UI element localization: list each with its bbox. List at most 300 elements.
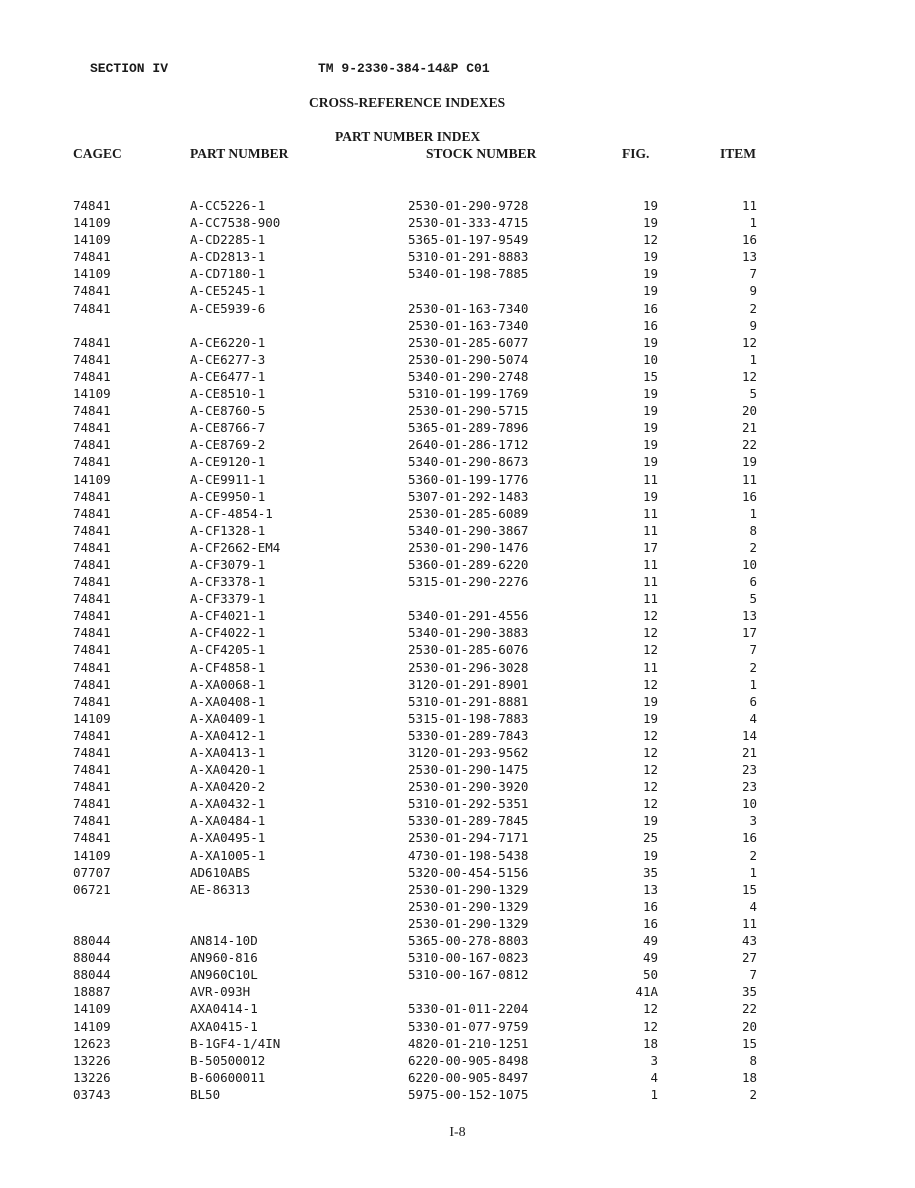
table-row <box>0 795 915 812</box>
cell-item: 2 <box>749 1086 757 1102</box>
cell-cagec: 06721 <box>73 881 111 897</box>
cell-cagec: 74841 <box>73 420 111 436</box>
cell-fig: 16 <box>642 915 658 931</box>
cell-part-number: A-CE9120-1 <box>190 454 266 470</box>
table-row <box>0 573 915 590</box>
table-row <box>0 1018 915 1035</box>
cell-cagec: 74841 <box>73 437 111 453</box>
cell-cagec: 13226 <box>73 1052 111 1068</box>
table-row <box>0 881 915 898</box>
table-row <box>0 231 915 248</box>
cell-part-number: A-CF3379-1 <box>190 591 266 607</box>
cell-stock-number: 5330-01-077-9759 <box>408 1018 529 1034</box>
cell-fig: 17 <box>642 539 658 555</box>
cell-fig: 35 <box>642 864 658 880</box>
cell-item: 16 <box>741 830 757 846</box>
cell-stock-number: 2530-01-285-6077 <box>408 334 529 350</box>
cell-part-number: A-CE6477-1 <box>190 368 266 384</box>
cell-fig: 12 <box>642 796 658 812</box>
cell-fig: 19 <box>642 488 658 504</box>
table-row <box>0 1069 915 1086</box>
cell-item: 19 <box>741 454 757 470</box>
cell-item: 23 <box>741 762 757 778</box>
cell-stock-number: 2530-01-285-6076 <box>408 642 529 658</box>
cell-item: 1 <box>749 215 757 231</box>
cell-fig: 19 <box>642 198 658 213</box>
cell-fig: 12 <box>642 762 658 778</box>
cell-item: 17 <box>741 625 757 641</box>
cell-fig: 12 <box>642 232 658 248</box>
cell-item: 8 <box>749 1052 757 1068</box>
cell-fig: 11 <box>642 522 658 538</box>
cell-fig: 12 <box>642 608 658 624</box>
cell-fig: 19 <box>642 334 658 350</box>
cell-stock-number: 3120-01-291-8901 <box>408 676 529 692</box>
cell-stock-number: 2640-01-286-1712 <box>408 437 529 453</box>
cell-fig: 12 <box>642 727 658 743</box>
cell-part-number: A-CF4858-1 <box>190 659 266 675</box>
table-row <box>0 351 915 368</box>
cell-cagec: 74841 <box>73 505 111 521</box>
cell-part-number: A-CE8769-2 <box>190 437 266 453</box>
cell-fig: 11 <box>642 505 658 521</box>
cell-part-number: A-CD2285-1 <box>190 232 266 248</box>
cell-part-number: A-CE6277-3 <box>190 351 266 367</box>
cell-cagec: 74841 <box>73 608 111 624</box>
cell-stock-number: 2530-01-290-5715 <box>408 403 529 419</box>
cell-cagec: 74841 <box>73 762 111 778</box>
cell-part-number: AXA0414-1 <box>190 1001 258 1017</box>
table-row <box>0 864 915 881</box>
cell-stock-number: 5340-01-290-2748 <box>408 368 529 384</box>
cell-item: 43 <box>741 933 757 949</box>
cell-fig: 4 <box>650 1069 658 1085</box>
cell-part-number: A-XA0413-1 <box>190 745 266 760</box>
cell-item: 4 <box>749 898 757 914</box>
table-row <box>0 488 915 505</box>
table-row <box>0 317 915 334</box>
table-row <box>0 812 915 829</box>
table-row <box>0 214 915 231</box>
cell-item: 3 <box>749 813 757 829</box>
cell-item: 14 <box>741 727 757 743</box>
cell-part-number: A-CD2813-1 <box>190 249 266 265</box>
cell-stock-number: 5340-01-290-3867 <box>408 522 529 538</box>
table-row <box>0 197 915 214</box>
table-row <box>0 300 915 317</box>
table-row <box>0 949 915 966</box>
cell-cagec: 74841 <box>73 591 111 607</box>
table-row <box>0 915 915 932</box>
cell-stock-number: 5340-01-291-4556 <box>408 608 529 624</box>
cell-fig: 12 <box>642 745 658 760</box>
table-row <box>0 761 915 778</box>
cell-cagec: 14109 <box>73 386 111 402</box>
cell-stock-number: 2530-01-290-9728 <box>408 198 529 213</box>
cell-fig: 16 <box>642 898 658 914</box>
cell-item: 2 <box>749 300 757 316</box>
cell-part-number: AXA0415-1 <box>190 1018 258 1034</box>
cell-cagec: 14109 <box>73 710 111 726</box>
cell-item: 1 <box>749 676 757 692</box>
cell-fig: 25 <box>642 830 658 846</box>
cell-cagec: 74841 <box>73 556 111 572</box>
cell-fig: 19 <box>642 386 658 402</box>
cell-item: 9 <box>749 317 757 333</box>
cell-part-number: A-XA0484-1 <box>190 813 266 829</box>
cell-part-number: A-XA0409-1 <box>190 710 266 726</box>
cell-item: 27 <box>741 950 757 966</box>
cell-fig: 16 <box>642 317 658 333</box>
cell-cagec: 14109 <box>73 847 111 863</box>
cell-item: 7 <box>749 266 757 282</box>
table-row <box>0 829 915 846</box>
cell-stock-number: 6220-00-905-8497 <box>408 1069 529 1085</box>
cell-item: 16 <box>741 232 757 248</box>
page-number: I-8 <box>449 1125 466 1140</box>
cell-item: 8 <box>749 522 757 538</box>
table-row <box>0 402 915 419</box>
cell-stock-number: 5340-01-198-7885 <box>408 266 529 282</box>
table-row <box>0 983 915 1000</box>
cell-item: 1 <box>749 505 757 521</box>
cell-item: 23 <box>741 779 757 795</box>
cell-fig: 11 <box>642 591 658 607</box>
cell-cagec: 14109 <box>73 1018 111 1034</box>
column-header-cagec: CAGEC <box>73 146 122 161</box>
column-header-stock-number: STOCK NUMBER <box>426 146 537 161</box>
cell-part-number: A-CE5939-6 <box>190 300 266 316</box>
cell-cagec: 74841 <box>73 796 111 812</box>
cell-part-number: A-CF4205-1 <box>190 642 266 658</box>
part-number-table <box>0 197 915 1103</box>
cell-stock-number: 2530-01-294-7171 <box>408 830 529 846</box>
cell-cagec: 74841 <box>73 779 111 795</box>
cell-part-number: A-XA0420-1 <box>190 762 266 778</box>
cell-item: 22 <box>741 1001 757 1017</box>
cell-part-number: A-XA0408-1 <box>190 693 266 709</box>
table-row <box>0 710 915 727</box>
table-row <box>0 505 915 522</box>
column-header-item: ITEM <box>720 146 757 161</box>
cell-fig: 1 <box>650 1086 658 1102</box>
table-row <box>0 641 915 658</box>
cell-item: 18 <box>741 1069 757 1085</box>
cell-part-number: A-CE8760-5 <box>190 403 266 419</box>
table-row <box>0 659 915 676</box>
cell-part-number: A-CE9911-1 <box>190 471 266 487</box>
cell-item: 2 <box>749 539 757 555</box>
cell-fig: 13 <box>642 881 658 897</box>
cell-stock-number: 2530-01-290-1476 <box>408 539 529 555</box>
cell-part-number: A-XA0412-1 <box>190 727 266 743</box>
cell-stock-number: 2530-01-285-6089 <box>408 505 529 521</box>
cell-item: 20 <box>741 1018 757 1034</box>
cell-fig: 16 <box>642 300 658 316</box>
cell-item: 5 <box>749 591 757 607</box>
cell-stock-number: 2530-01-163-7340 <box>408 317 529 333</box>
cell-fig: 19 <box>642 693 658 709</box>
table-row <box>0 248 915 265</box>
table-row <box>0 282 915 299</box>
cell-stock-number: 5360-01-199-1776 <box>408 471 529 487</box>
cell-cagec: 74841 <box>73 403 111 419</box>
cell-item: 10 <box>741 796 757 812</box>
cell-item: 5 <box>749 386 757 402</box>
cell-part-number: AE-86313 <box>190 881 251 897</box>
cell-part-number: B-1GF4-1/4IN <box>190 1035 281 1051</box>
cell-cagec: 74841 <box>73 693 111 709</box>
cell-item: 9 <box>749 283 757 299</box>
cell-part-number: A-CC5226-1 <box>190 198 266 213</box>
cell-cagec: 74841 <box>73 745 111 760</box>
cell-stock-number: 5365-00-278-8803 <box>408 933 529 949</box>
cell-item: 10 <box>741 556 757 572</box>
cell-stock-number: 2530-01-296-3028 <box>408 659 529 675</box>
table-row <box>0 385 915 402</box>
table-row <box>0 522 915 539</box>
cell-cagec: 12623 <box>73 1035 111 1051</box>
cell-stock-number: 5315-01-290-2276 <box>408 574 529 590</box>
cell-stock-number: 5310-01-291-8881 <box>408 693 529 709</box>
cell-stock-number: 5310-01-291-8883 <box>408 249 529 265</box>
cell-stock-number: 2530-01-290-1329 <box>408 881 529 897</box>
cell-cagec: 74841 <box>73 249 111 265</box>
cell-cagec: 74841 <box>73 454 111 470</box>
cell-fig: 19 <box>642 215 658 231</box>
cell-cagec: 13226 <box>73 1069 111 1085</box>
table-row <box>0 334 915 351</box>
cell-cagec: 88044 <box>73 933 111 949</box>
cell-stock-number: 4820-01-210-1251 <box>408 1035 529 1051</box>
cell-item: 20 <box>741 403 757 419</box>
table-row <box>0 453 915 470</box>
cell-part-number: A-XA1005-1 <box>190 847 266 863</box>
cell-cagec: 74841 <box>73 830 111 846</box>
cell-cagec: 03743 <box>73 1086 111 1102</box>
cell-cagec: 74841 <box>73 642 111 658</box>
cell-item: 13 <box>741 608 757 624</box>
cell-part-number: AN814-10D <box>190 933 258 949</box>
cell-stock-number: 4730-01-198-5438 <box>408 847 529 863</box>
cell-fig: 10 <box>642 351 658 367</box>
cell-stock-number: 2530-01-290-1329 <box>408 915 529 931</box>
cell-fig: 19 <box>642 437 658 453</box>
table-row <box>0 1035 915 1052</box>
cell-cagec: 74841 <box>73 522 111 538</box>
table-row <box>0 607 915 624</box>
column-header-fig: FIG. <box>622 146 650 161</box>
table-row <box>0 727 915 744</box>
cell-stock-number: 5330-01-289-7843 <box>408 727 529 743</box>
cell-fig: 19 <box>642 266 658 282</box>
cell-cagec: 14109 <box>73 471 111 487</box>
cell-cagec: 14109 <box>73 1001 111 1017</box>
cell-part-number: A-CE8766-7 <box>190 420 266 436</box>
column-header-part-number: PART NUMBER <box>190 146 289 161</box>
cell-part-number: A-CF3378-1 <box>190 574 266 590</box>
cell-item: 4 <box>749 710 757 726</box>
cell-part-number: A-XA0432-1 <box>190 796 266 812</box>
cell-stock-number: 5310-01-199-1769 <box>408 386 529 402</box>
cell-part-number: A-XA0495-1 <box>190 830 266 846</box>
cell-cagec: 74841 <box>73 539 111 555</box>
cell-stock-number: 2530-01-290-1329 <box>408 898 529 914</box>
cell-stock-number: 2530-01-290-5074 <box>408 351 529 367</box>
cell-stock-number: 3120-01-293-9562 <box>408 745 529 760</box>
cell-cagec: 74841 <box>73 574 111 590</box>
cell-fig: 11 <box>642 556 658 572</box>
cell-stock-number: 6220-00-905-8498 <box>408 1052 529 1068</box>
cell-part-number: AN960-816 <box>190 950 258 966</box>
table-row <box>0 624 915 641</box>
cell-stock-number: 5310-01-292-5351 <box>408 796 529 812</box>
cell-fig: 49 <box>642 933 658 949</box>
cell-cagec: 14109 <box>73 232 111 248</box>
cell-fig: 18 <box>642 1035 658 1051</box>
cell-item: 2 <box>749 659 757 675</box>
cell-cagec: 74841 <box>73 727 111 743</box>
cell-part-number: B-60600011 <box>190 1069 266 1085</box>
cell-item: 2 <box>749 847 757 863</box>
table-row <box>0 265 915 282</box>
cell-part-number: B-50500012 <box>190 1052 266 1068</box>
cell-fig: 41A <box>635 984 658 1000</box>
table-row <box>0 419 915 436</box>
cell-part-number: A-CF2662-EM4 <box>190 539 281 555</box>
table-row <box>0 693 915 710</box>
cell-item: 35 <box>741 984 757 1000</box>
cell-cagec: 74841 <box>73 625 111 641</box>
cell-fig: 11 <box>642 471 658 487</box>
cell-stock-number: 5365-01-197-9549 <box>408 232 529 248</box>
cell-cagec: 74841 <box>73 283 111 299</box>
cell-part-number: A-CF4021-1 <box>190 608 266 624</box>
cell-item: 6 <box>749 574 757 590</box>
table-row <box>0 744 915 761</box>
cell-fig: 49 <box>642 950 658 966</box>
cell-stock-number: 5310-00-167-0823 <box>408 950 529 966</box>
cell-item: 21 <box>741 745 757 760</box>
cell-stock-number: 2530-01-290-3920 <box>408 779 529 795</box>
cell-stock-number: 5975-00-152-1075 <box>408 1086 529 1102</box>
table-row <box>0 676 915 693</box>
cell-fig: 19 <box>642 454 658 470</box>
cell-cagec: 74841 <box>73 368 111 384</box>
table-row <box>0 368 915 385</box>
cell-item: 7 <box>749 967 757 983</box>
cell-item: 16 <box>741 488 757 504</box>
cell-cagec: 74841 <box>73 300 111 316</box>
cell-part-number: A-CF1328-1 <box>190 522 266 538</box>
section-label: SECTION IV <box>90 61 169 76</box>
table-row <box>0 1086 915 1103</box>
cell-item: 15 <box>741 1035 757 1051</box>
cell-stock-number: 5340-01-290-3883 <box>408 625 529 641</box>
cell-item: 21 <box>741 420 757 436</box>
table-row <box>0 1000 915 1017</box>
cell-cagec: 88044 <box>73 950 111 966</box>
cell-fig: 19 <box>642 403 658 419</box>
cell-stock-number: 5340-01-290-8673 <box>408 454 529 470</box>
cell-fig: 11 <box>642 659 658 675</box>
table-row <box>0 847 915 864</box>
manual-number: TM 9-2330-384-14&P C01 <box>318 61 490 76</box>
cell-cagec: 74841 <box>73 351 111 367</box>
cell-stock-number: 5315-01-198-7883 <box>408 710 529 726</box>
cell-cagec: 07707 <box>73 864 111 880</box>
cell-stock-number: 5330-01-289-7845 <box>408 813 529 829</box>
cell-fig: 3 <box>650 1052 658 1068</box>
cell-item: 12 <box>741 334 757 350</box>
cell-fig: 15 <box>642 368 658 384</box>
cell-item: 12 <box>741 368 757 384</box>
cell-part-number: A-CE5245-1 <box>190 283 266 299</box>
cell-fig: 12 <box>642 625 658 641</box>
cell-fig: 19 <box>642 847 658 863</box>
cell-stock-number: 5310-00-167-0812 <box>408 967 529 983</box>
table-row <box>0 436 915 453</box>
cell-part-number: AD610ABS <box>190 864 251 880</box>
table-row <box>0 898 915 915</box>
cell-stock-number: 2530-01-333-4715 <box>408 215 529 231</box>
cell-stock-number: 5320-00-454-5156 <box>408 864 529 880</box>
cell-cagec: 74841 <box>73 676 111 692</box>
cell-part-number: A-CF-4854-1 <box>190 505 273 521</box>
cell-item: 11 <box>741 471 757 487</box>
cell-fig: 19 <box>642 249 658 265</box>
cell-part-number: A-CF3079-1 <box>190 556 266 572</box>
cell-part-number: A-CE9950-1 <box>190 488 266 504</box>
page-title: CROSS-REFERENCE INDEXES <box>309 95 506 110</box>
cell-fig: 12 <box>642 1001 658 1017</box>
cell-fig: 19 <box>642 420 658 436</box>
cell-part-number: A-CF4022-1 <box>190 625 266 641</box>
cell-fig: 19 <box>642 283 658 299</box>
cell-part-number: BL50 <box>190 1086 221 1102</box>
cell-stock-number: 5360-01-289-6220 <box>408 556 529 572</box>
table-row <box>0 471 915 488</box>
table-row <box>0 778 915 795</box>
cell-fig: 11 <box>642 574 658 590</box>
table-row <box>0 590 915 607</box>
cell-cagec: 18887 <box>73 984 111 1000</box>
cell-fig: 19 <box>642 710 658 726</box>
cell-stock-number: 5330-01-011-2204 <box>408 1001 529 1017</box>
cell-stock-number: 2530-01-290-1475 <box>408 762 529 778</box>
cell-cagec: 74841 <box>73 659 111 675</box>
cell-cagec: 88044 <box>73 967 111 983</box>
cell-cagec: 74841 <box>73 813 111 829</box>
cell-item: 22 <box>741 437 757 453</box>
cell-cagec: 74841 <box>73 334 111 350</box>
cell-item: 1 <box>749 864 757 880</box>
cell-part-number: AVR-093H <box>190 984 251 1000</box>
cell-part-number: A-XA0420-2 <box>190 779 266 795</box>
cell-item: 13 <box>741 249 757 265</box>
cell-item: 15 <box>741 881 757 897</box>
cell-stock-number: 2530-01-163-7340 <box>408 300 529 316</box>
cell-stock-number: 5307-01-292-1483 <box>408 488 529 504</box>
cell-fig: 50 <box>642 967 658 983</box>
cell-stock-number: 5365-01-289-7896 <box>408 420 529 436</box>
cell-part-number: AN960C10L <box>190 967 258 983</box>
cell-item: 11 <box>741 198 757 213</box>
cell-fig: 12 <box>642 676 658 692</box>
cell-fig: 12 <box>642 779 658 795</box>
cell-fig: 12 <box>642 1018 658 1034</box>
cell-cagec: 74841 <box>73 488 111 504</box>
